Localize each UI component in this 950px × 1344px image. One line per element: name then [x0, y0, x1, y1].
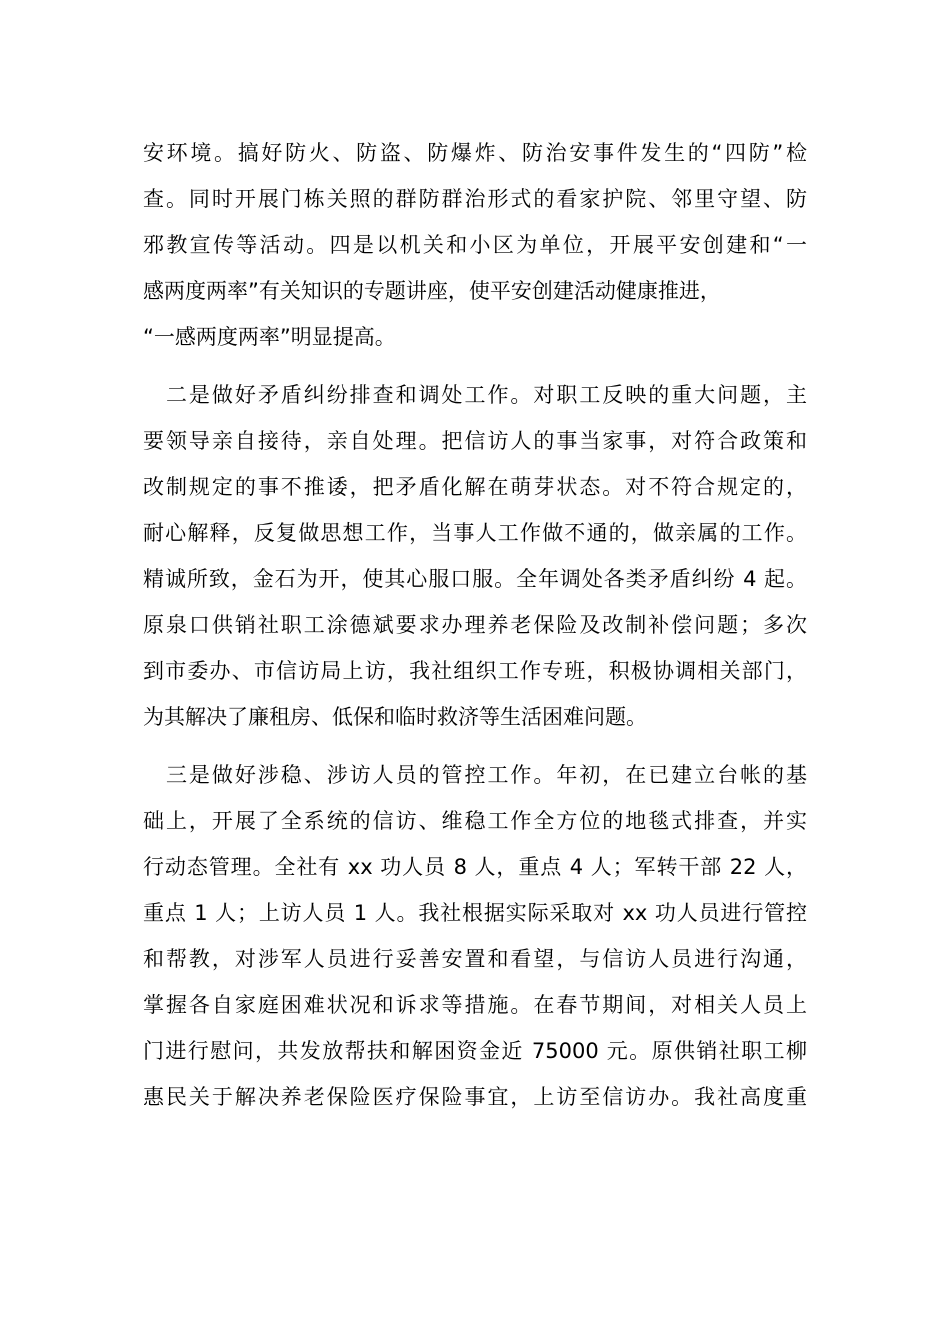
text-line: 到市委办、市信访局上访，我社组织工作专班，积极协调相关部门，	[143, 659, 807, 683]
text-line: 门进行慰问，共发放帮扶和解困资金近 75000 元。原供销社职工柳	[143, 1039, 807, 1063]
text-line: 为其解决了廉租房、低保和临时救济等生活困难问题。	[143, 705, 647, 729]
text-line: 感两度两率”有关知识的专题讲座，使平安创建活动健康推进，	[143, 279, 721, 303]
text-line: 查。同时开展门栋关照的群防群治形式的看家护院、邻里守望、防	[143, 187, 807, 211]
text-line: 掌握各自家庭困难状况和诉求等措施。在春节期间，对相关人员上	[143, 993, 807, 1017]
text-line: 改制规定的事不推诿，把矛盾化解在萌芽状态。对不符合规定的，	[143, 475, 807, 499]
text-line: 要领导亲自接待，亲自处理。把信访人的事当家事，对符合政策和	[143, 429, 807, 453]
paragraph-spacer	[143, 360, 807, 372]
text-line: 行动态管理。全社有 xx 功人员 8 人，重点 4 人；军转干部 22 人，	[143, 855, 807, 879]
text-line: 二是做好矛盾纠纷排查和调处工作。对职工反映的重大问题，主	[143, 383, 807, 407]
text-line: 安环境。搞好防火、防盗、防爆炸、防治安事件发生的“四防”检	[143, 141, 807, 165]
text-line: 精诚所致，金石为开，使其心服口服。全年调处各类矛盾纠纷 4 起。	[143, 567, 807, 591]
text-line: “一感两度两率”明显提高。	[143, 325, 396, 349]
text-line: 重点 1 人；上访人员 1 人。我社根据实际采取对 xx 功人员进行管控	[143, 901, 807, 925]
paragraph-spacer	[143, 740, 807, 752]
paragraph-1	[143, 130, 807, 360]
text-line: 邪教宣传等活动。四是以机关和小区为单位，开展平安创建和“一	[143, 233, 807, 257]
text-line: 础上，开展了全系统的信访、维稳工作全方位的地毯式排查，并实	[143, 809, 807, 833]
text-line: 惠民关于解决养老保险医疗保险事宜，上访至信访办。我社高度重	[143, 1085, 807, 1109]
text-line: 原泉口供销社职工涂德斌要求办理养老保险及改制补偿问题；多次	[143, 613, 807, 637]
text-line: 和帮教，对涉军人员进行妥善安置和看望，与信访人员进行沟通，	[143, 947, 807, 971]
document-body	[143, 130, 807, 1120]
paragraph-3	[143, 752, 807, 1120]
text-line: 三是做好涉稳、涉访人员的管控工作。年初，在已建立台帐的基	[143, 763, 807, 787]
text-line: 耐心解释，反复做思想工作，当事人工作做不通的，做亲属的工作。	[143, 521, 807, 545]
paragraph-2	[143, 372, 807, 740]
